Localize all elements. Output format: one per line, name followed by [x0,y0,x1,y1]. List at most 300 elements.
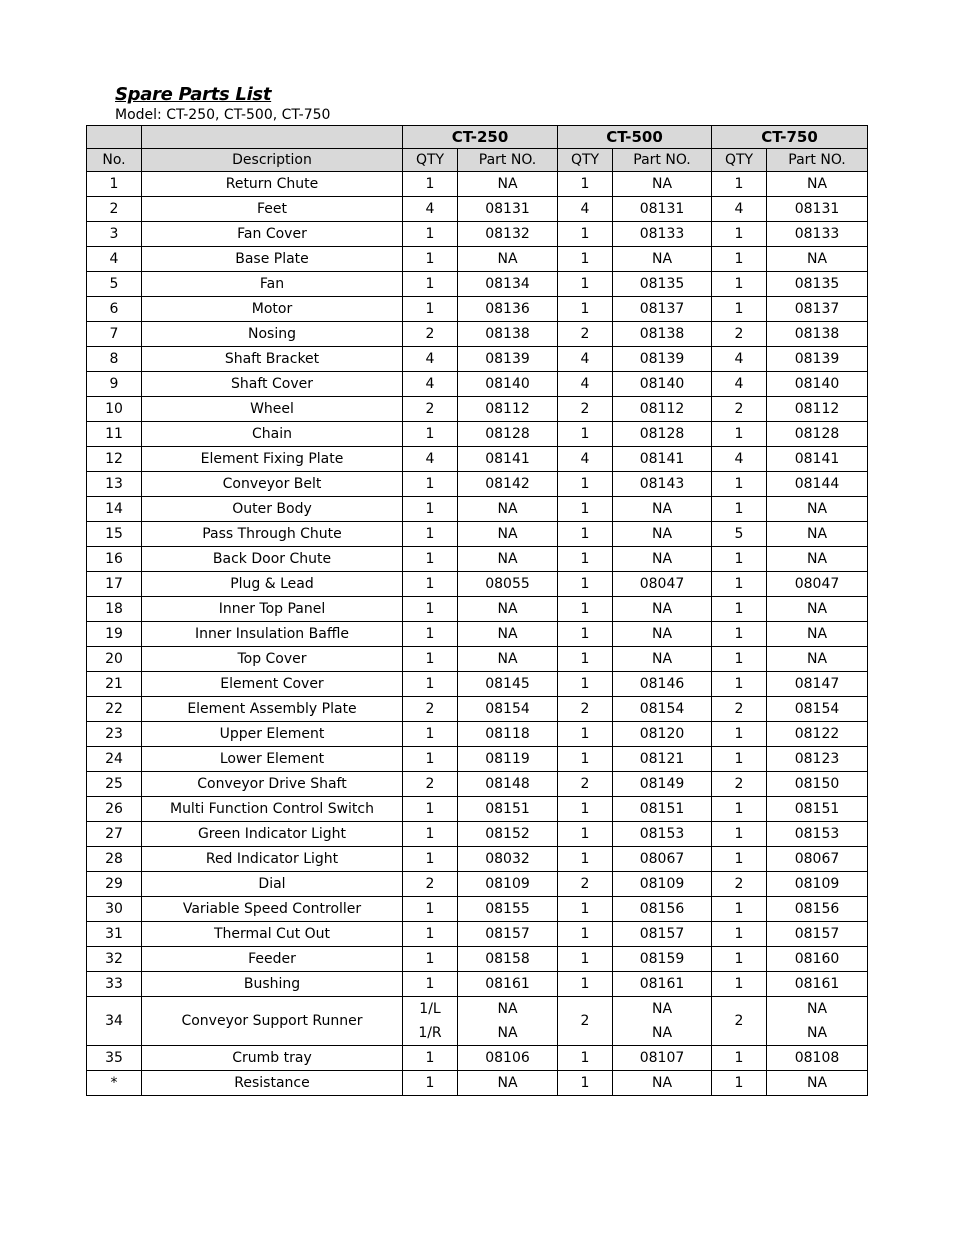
qty-cell: 1 [558,272,613,297]
qty-cell: 1 [558,597,613,622]
part-no-cell: 08122 [767,722,868,747]
description-cell: Base Plate [142,247,403,272]
qty-cell: 2 [558,772,613,797]
part-no-cell: 08128 [458,422,558,447]
table-row [87,547,868,572]
qty-cell: 1 [558,647,613,672]
qty-cell: 1 [712,622,767,647]
part-no-cell: NA [613,247,712,272]
description-cell: Multi Function Control Switch [142,797,403,822]
part-number-cell: 17 [87,572,142,597]
part-number-cell: 32 [87,947,142,972]
part-number-cell: 8 [87,347,142,372]
part-number-cell: 34 [87,997,142,1046]
part-no-cell: 08067 [613,847,712,872]
column-header-part-no: Part NO. [767,149,868,172]
column-header-row [87,149,868,172]
part-no-cell: NA [767,497,868,522]
part-no-cell: 08047 [613,572,712,597]
description-cell: Back Door Chute [142,547,403,572]
column-header-part-no: Part NO. [458,149,558,172]
part-no-cell: 08161 [458,972,558,997]
part-number-cell: 31 [87,922,142,947]
table-row [87,222,868,247]
part-no-cell: 08132 [458,222,558,247]
part-no-cell: 08149 [613,772,712,797]
table-row [87,272,868,297]
part-no-cell: NA [767,522,868,547]
part-number-cell: * [87,1071,142,1096]
part-no-cell: 08145 [458,672,558,697]
qty-cell: 2 [712,697,767,722]
part-no-cell: NA [767,172,868,197]
description-cell: Resistance [142,1071,403,1096]
part-no-cell: NA [458,497,558,522]
qty-cell: 1 [712,572,767,597]
part-number-cell: 5 [87,272,142,297]
part-no-cell: 08067 [767,847,868,872]
part-no-cell: 08143 [613,472,712,497]
part-no-cell: 08153 [767,822,868,847]
part-no-cell: 08138 [767,322,868,347]
qty-cell: 1 [403,547,458,572]
qty-cell: 4 [558,372,613,397]
part-no-cell: 08158 [458,947,558,972]
qty-cell: 1 [712,847,767,872]
description-cell: Upper Element [142,722,403,747]
part-no-cell: NA [458,172,558,197]
part-no-cell: 08131 [458,197,558,222]
description-cell: Conveyor Support Runner [142,997,403,1046]
part-number-cell: 33 [87,972,142,997]
table-row [87,672,868,697]
table-row [87,697,868,722]
qty-cell: 2 [403,772,458,797]
qty-cell: 1 [558,797,613,822]
qty-cell-line: 1/R [418,1025,442,1041]
part-no-cell: NA [767,547,868,572]
qty-cell: 1 [712,1046,767,1071]
table-row [87,322,868,347]
description-cell: Element Cover [142,672,403,697]
description-cell: Element Fixing Plate [142,447,403,472]
column-header-qty: QTY [403,149,458,172]
part-number-cell: 15 [87,522,142,547]
part-no-cell: NA [613,547,712,572]
table-row [87,297,868,322]
part-number-cell: 23 [87,722,142,747]
part-number-cell: 3 [87,222,142,247]
part-number-cell: 16 [87,547,142,572]
qty-cell: 5 [712,522,767,547]
part-no-cell: 08154 [458,697,558,722]
part-number-cell: 26 [87,797,142,822]
part-number-cell: 2 [87,197,142,222]
qty-cell: 4 [403,372,458,397]
qty-cell: 1 [558,422,613,447]
qty-cell: 1 [712,422,767,447]
qty-cell: 4 [403,347,458,372]
description-cell: Inner Top Panel [142,597,403,622]
spare-parts-table [86,125,868,1096]
qty-cell: 1 [558,297,613,322]
qty-cell: 1 [712,672,767,697]
description-cell: Inner Insulation Baffle [142,622,403,647]
part-no-cell: NA [458,247,558,272]
description-cell: Pass Through Chute [142,522,403,547]
qty-cell: 1 [558,622,613,647]
description-cell: Red Indicator Light [142,847,403,872]
qty-cell: 1 [712,972,767,997]
part-no-cell: NA [613,647,712,672]
model-subtitle: Model: CT-250, CT-500, CT-750 [115,107,331,123]
table-row [87,972,868,997]
qty-cell [403,997,458,1046]
qty-cell: 2 [558,872,613,897]
qty-cell: 1 [558,572,613,597]
table-row [87,897,868,922]
part-no-cell: NA [613,497,712,522]
document-title: Spare Parts List [115,84,272,105]
part-no-cell: 08160 [767,947,868,972]
table-row [87,372,868,397]
part-no-cell: NA [767,1071,868,1096]
part-no-cell: 08137 [613,297,712,322]
description-cell: Return Chute [142,172,403,197]
qty-cell: 1 [712,222,767,247]
table-row [87,747,868,772]
qty-cell: 2 [403,322,458,347]
table-row [87,847,868,872]
part-no-cell: 08155 [458,897,558,922]
part-no-cell: 08121 [613,747,712,772]
part-no-cell: 08146 [613,672,712,697]
column-header-description: Description [142,149,403,172]
part-number-cell: 30 [87,897,142,922]
part-no-cell: 08137 [767,297,868,322]
qty-cell: 1 [403,497,458,522]
description-cell: Conveyor Belt [142,472,403,497]
part-no-cell: 08157 [613,922,712,947]
table-row [87,247,868,272]
part-no-cell: NA [613,1071,712,1096]
part-no-cell: 08123 [767,747,868,772]
qty-cell: 2 [712,772,767,797]
part-no-cell: NA [458,647,558,672]
qty-cell: 1 [403,172,458,197]
qty-cell: 1 [403,722,458,747]
qty-cell: 1 [558,547,613,572]
part-no-cell: 08144 [767,472,868,497]
part-no-cell: 08108 [767,1046,868,1071]
part-no-cell: 08140 [458,372,558,397]
qty-cell: 1 [712,822,767,847]
header-blank-cell [142,126,403,149]
table-row [87,597,868,622]
part-number-cell: 11 [87,422,142,447]
qty-cell: 4 [712,197,767,222]
column-header-qty: QTY [712,149,767,172]
qty-cell: 2 [403,397,458,422]
description-cell: Conveyor Drive Shaft [142,772,403,797]
qty-cell: 1 [712,747,767,772]
part-no-cell: 08157 [767,922,868,947]
part-no-cell: 08152 [458,822,558,847]
part-no-cell-line: NA [497,1025,518,1041]
qty-cell: 1 [558,472,613,497]
model-header-ct250: CT-250 [403,126,558,149]
description-cell: Feet [142,197,403,222]
part-no-cell: 08055 [458,572,558,597]
table-row [87,1071,868,1096]
table-row [87,447,868,472]
part-no-cell-line: NA [651,1025,673,1041]
part-no-cell: 08157 [458,922,558,947]
part-no-cell: 08154 [613,697,712,722]
qty-cell: 2 [712,397,767,422]
description-cell: Crumb tray [142,1046,403,1071]
qty-cell: 1 [712,597,767,622]
part-no-cell: 08047 [767,572,868,597]
part-no-cell: 08159 [613,947,712,972]
qty-cell: 1 [403,247,458,272]
part-number-cell: 27 [87,822,142,847]
table-row [87,872,868,897]
qty-cell: 1 [558,747,613,772]
qty-cell: 4 [712,447,767,472]
part-no-cell-line: NA [806,1025,828,1041]
qty-cell: 1 [403,797,458,822]
qty-cell: 1 [712,797,767,822]
part-no-cell: 08142 [458,472,558,497]
qty-cell: 4 [712,347,767,372]
header-blank-cell [87,126,142,149]
qty-cell: 2 [403,697,458,722]
qty-cell: 1 [558,722,613,747]
qty-cell: 1 [712,947,767,972]
part-no-cell: NA [458,547,558,572]
table-row [87,347,868,372]
part-number-cell: 19 [87,622,142,647]
column-header-no: No. [87,149,142,172]
qty-cell: 1 [558,822,613,847]
part-no-cell: 08156 [613,897,712,922]
table-row [87,422,868,447]
description-cell: Lower Element [142,747,403,772]
part-number-cell: 6 [87,297,142,322]
description-cell: Shaft Cover [142,372,403,397]
part-number-cell: 18 [87,597,142,622]
qty-cell: 4 [558,197,613,222]
table-row [87,797,868,822]
table-row [87,622,868,647]
part-no-cell: NA [613,597,712,622]
part-number-cell: 28 [87,847,142,872]
part-number-cell: 13 [87,472,142,497]
qty-cell: 1 [403,897,458,922]
description-cell: Nosing [142,322,403,347]
qty-cell: 1 [712,547,767,572]
part-no-cell: 08109 [767,872,868,897]
part-number-cell: 20 [87,647,142,672]
part-no-cell: 08140 [613,372,712,397]
part-no-cell: NA [767,622,868,647]
table-row [87,472,868,497]
qty-cell: 1 [403,522,458,547]
qty-cell: 2 [712,997,767,1046]
part-no-cell: 08134 [458,272,558,297]
qty-cell: 1 [558,497,613,522]
part-number-cell: 22 [87,697,142,722]
part-no-cell: 08135 [613,272,712,297]
part-no-cell: 08112 [613,397,712,422]
part-no-cell: 08139 [767,347,868,372]
qty-cell: 1 [403,572,458,597]
description-cell: Bushing [142,972,403,997]
table-row [87,647,868,672]
qty-cell: 2 [558,322,613,347]
qty-cell: 1 [403,747,458,772]
part-no-cell: 08151 [613,797,712,822]
qty-cell: 1 [403,847,458,872]
table-row [87,722,868,747]
part-no-cell-line: NA [651,1001,673,1017]
part-no-cell: 08141 [613,447,712,472]
part-no-cell: 08139 [613,347,712,372]
description-cell: Plug & Lead [142,572,403,597]
part-no-cell: NA [613,622,712,647]
part-no-cell: NA [458,622,558,647]
part-no-cell: 08128 [613,422,712,447]
part-no-cell: 08118 [458,722,558,747]
qty-cell: 2 [403,872,458,897]
part-no-cell: 08106 [458,1046,558,1071]
part-number-cell: 7 [87,322,142,347]
part-number-cell: 35 [87,1046,142,1071]
part-no-cell: 08135 [767,272,868,297]
part-no-cell: 08147 [767,672,868,697]
part-no-cell: 08140 [767,372,868,397]
qty-cell: 1 [403,297,458,322]
table-row [87,1046,868,1071]
part-number-cell: 1 [87,172,142,197]
qty-cell: 1 [712,472,767,497]
qty-cell: 4 [558,447,613,472]
table-row [87,497,868,522]
part-no-cell: 08107 [613,1046,712,1071]
qty-cell: 1 [558,672,613,697]
part-number-cell: 10 [87,397,142,422]
part-number-cell: 25 [87,772,142,797]
description-cell: Feeder [142,947,403,972]
qty-cell: 1 [403,922,458,947]
part-no-cell [767,997,868,1046]
description-cell: Motor [142,297,403,322]
qty-cell: 2 [558,997,613,1046]
part-no-cell: 08141 [767,447,868,472]
qty-cell: 1 [403,647,458,672]
part-number-cell: 4 [87,247,142,272]
qty-cell: 4 [403,197,458,222]
part-number-cell: 29 [87,872,142,897]
part-number-cell: 14 [87,497,142,522]
table-row [87,172,868,197]
model-header-ct500: CT-500 [558,126,712,149]
description-cell: Variable Speed Controller [142,897,403,922]
part-no-cell: NA [767,597,868,622]
qty-cell: 1 [403,1046,458,1071]
qty-cell: 1 [558,522,613,547]
description-cell: Chain [142,422,403,447]
part-no-cell: NA [767,247,868,272]
description-cell: Fan [142,272,403,297]
description-cell: Green Indicator Light [142,822,403,847]
part-no-cell: 08119 [458,747,558,772]
table-row [87,197,868,222]
qty-cell: 1 [558,972,613,997]
qty-cell: 1 [712,897,767,922]
part-no-cell: 08133 [767,222,868,247]
qty-cell: 1 [403,1071,458,1096]
model-header-ct750: CT-750 [712,126,868,149]
qty-cell: 2 [558,397,613,422]
description-cell: Top Cover [142,647,403,672]
table-row [87,772,868,797]
qty-cell-line: 1/L [419,1001,441,1017]
description-cell: Outer Body [142,497,403,522]
qty-cell: 1 [403,622,458,647]
part-no-cell: NA [458,522,558,547]
part-no-cell: 08156 [767,897,868,922]
part-number-cell: 21 [87,672,142,697]
part-no-cell [458,997,558,1046]
parts-table-body [87,172,868,1096]
qty-cell: 1 [558,847,613,872]
part-no-cell: NA [767,647,868,672]
qty-cell: 1 [403,822,458,847]
part-number-cell: 12 [87,447,142,472]
part-no-cell: 08131 [767,197,868,222]
qty-cell: 1 [403,972,458,997]
column-header-part-no: Part NO. [613,149,712,172]
qty-cell: 1 [403,947,458,972]
part-no-cell: 08032 [458,847,558,872]
part-number-cell: 24 [87,747,142,772]
qty-cell: 1 [558,947,613,972]
qty-cell: 1 [712,172,767,197]
table-row [87,947,868,972]
qty-cell: 1 [712,647,767,672]
description-cell: Wheel [142,397,403,422]
qty-cell: 1 [558,172,613,197]
qty-cell: 4 [403,447,458,472]
part-no-cell: 08161 [613,972,712,997]
part-no-cell: 08133 [613,222,712,247]
part-number-cell: 9 [87,372,142,397]
qty-cell: 4 [712,372,767,397]
part-no-cell: 08131 [613,197,712,222]
part-no-cell: 08154 [767,697,868,722]
description-cell: Thermal Cut Out [142,922,403,947]
qty-cell: 1 [403,272,458,297]
qty-cell: 1 [558,922,613,947]
table-row [87,922,868,947]
part-no-cell: 08136 [458,297,558,322]
table-row [87,397,868,422]
description-cell: Fan Cover [142,222,403,247]
part-no-cell: 08150 [767,772,868,797]
table-row [87,997,868,1046]
